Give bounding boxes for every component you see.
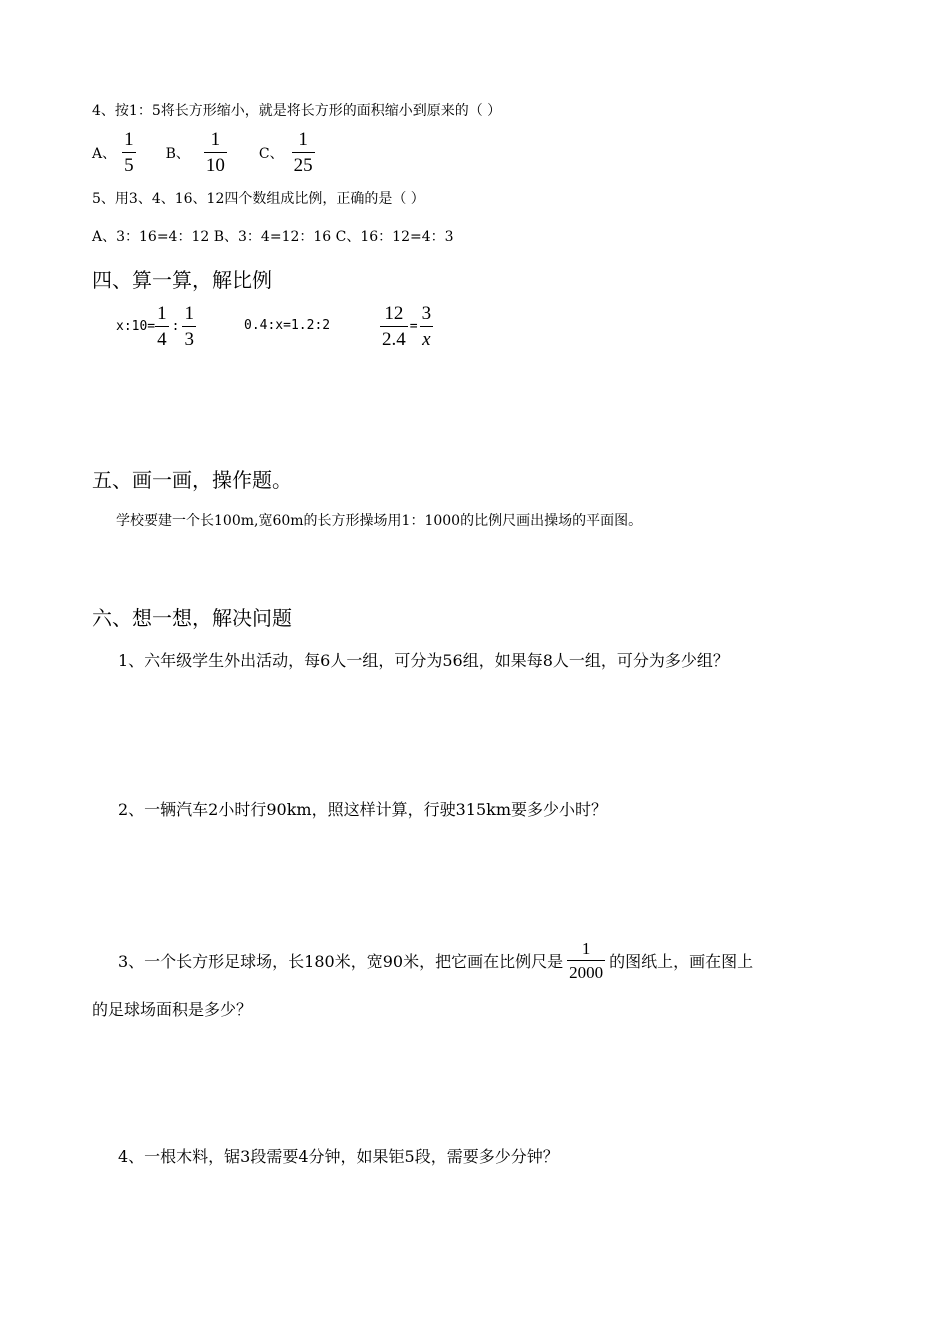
problem-3-scale-numerator: 1 [567, 940, 605, 961]
equation-1-prefix: x:10= [116, 319, 156, 334]
option-a-fraction [122, 130, 136, 175]
problem-3-before: 3、一个长方形足球场，长180米，宽90米，把它画在比例尺是 [118, 952, 564, 971]
equation-3-left-denominator: 2.4 [382, 329, 406, 350]
option-b-numerator: 1 [204, 130, 227, 153]
equation-3-right-denominator: x [422, 329, 431, 350]
problem-3-line-1 [118, 940, 753, 981]
option-a-numerator: 1 [122, 130, 136, 153]
problem-2: 2、一辆汽车2小时行90km，照这样计算，行驶315km要多少小时？ [118, 800, 607, 819]
equation-3 [380, 304, 433, 349]
equation-3-left-numerator: 12 [380, 304, 408, 327]
equation-1-a-denominator: 4 [157, 329, 167, 350]
option-c-numerator: 1 [292, 130, 315, 153]
question-5-text: 5、用3、4、16、12四个数组成比例，正确的是（ ） [92, 191, 425, 207]
equation-1-b-numerator: 1 [182, 304, 196, 327]
option-b-denominator: 10 [205, 155, 225, 176]
option-b-fraction [204, 130, 227, 175]
equation-1-separator: : [171, 319, 180, 334]
equation-3-left-fraction [380, 304, 408, 349]
question-4-options [92, 130, 315, 175]
equation-3-right-numerator: 3 [420, 304, 434, 327]
section-5-heading: 五、画一画，操作题。 [92, 468, 292, 492]
equation-1-fraction-b [182, 304, 196, 349]
option-b-label: B、 [165, 145, 190, 162]
option-a-denominator: 5 [124, 155, 134, 176]
option-c-label: C、 [258, 145, 284, 162]
option-c-fraction [292, 130, 315, 175]
problem-3-after: 的图纸上，画在图上 [609, 952, 754, 971]
problem-3-scale-fraction [567, 940, 605, 981]
equation-1 [116, 304, 196, 349]
section-4-heading: 四、算一算，解比例 [92, 268, 272, 292]
question-5-options: A、3：16=4：12 B、3：4=12：16 C、16：12=4：3 [92, 229, 454, 245]
question-4-text: 4、按1：5将长方形缩小，就是将长方形的面积缩小到原来的（ ） [92, 103, 502, 119]
option-c-denominator: 25 [293, 155, 313, 176]
problem-3-scale-denominator: 2000 [569, 963, 604, 982]
equation-1-a-numerator: 1 [155, 304, 169, 327]
equation-2: 0.4:x=1.2:2 [244, 318, 331, 333]
problem-1: 1、六年级学生外出活动，每6人一组，可分为56组，如果每8人一组，可分为多少组？ [118, 651, 729, 670]
problem-4: 4、一根木料，锯3段需要4分钟，如果钜5段，需要多少分钟？ [118, 1147, 559, 1166]
equation-1-b-denominator: 3 [184, 329, 194, 350]
section-5-text: 学校要建一个长100m,宽60m的长方形操场用1：1000的比例尺画出操场的平面图。 [116, 513, 643, 529]
option-a-label: A、 [92, 145, 117, 162]
equation-3-equals: = [409, 319, 418, 334]
equation-1-fraction-a [155, 304, 169, 349]
section-6-heading: 六、想一想，解决问题 [92, 606, 292, 630]
problem-3-line-2: 的足球场面积是多少？ [92, 1000, 253, 1019]
equation-3-right-fraction [420, 304, 434, 349]
